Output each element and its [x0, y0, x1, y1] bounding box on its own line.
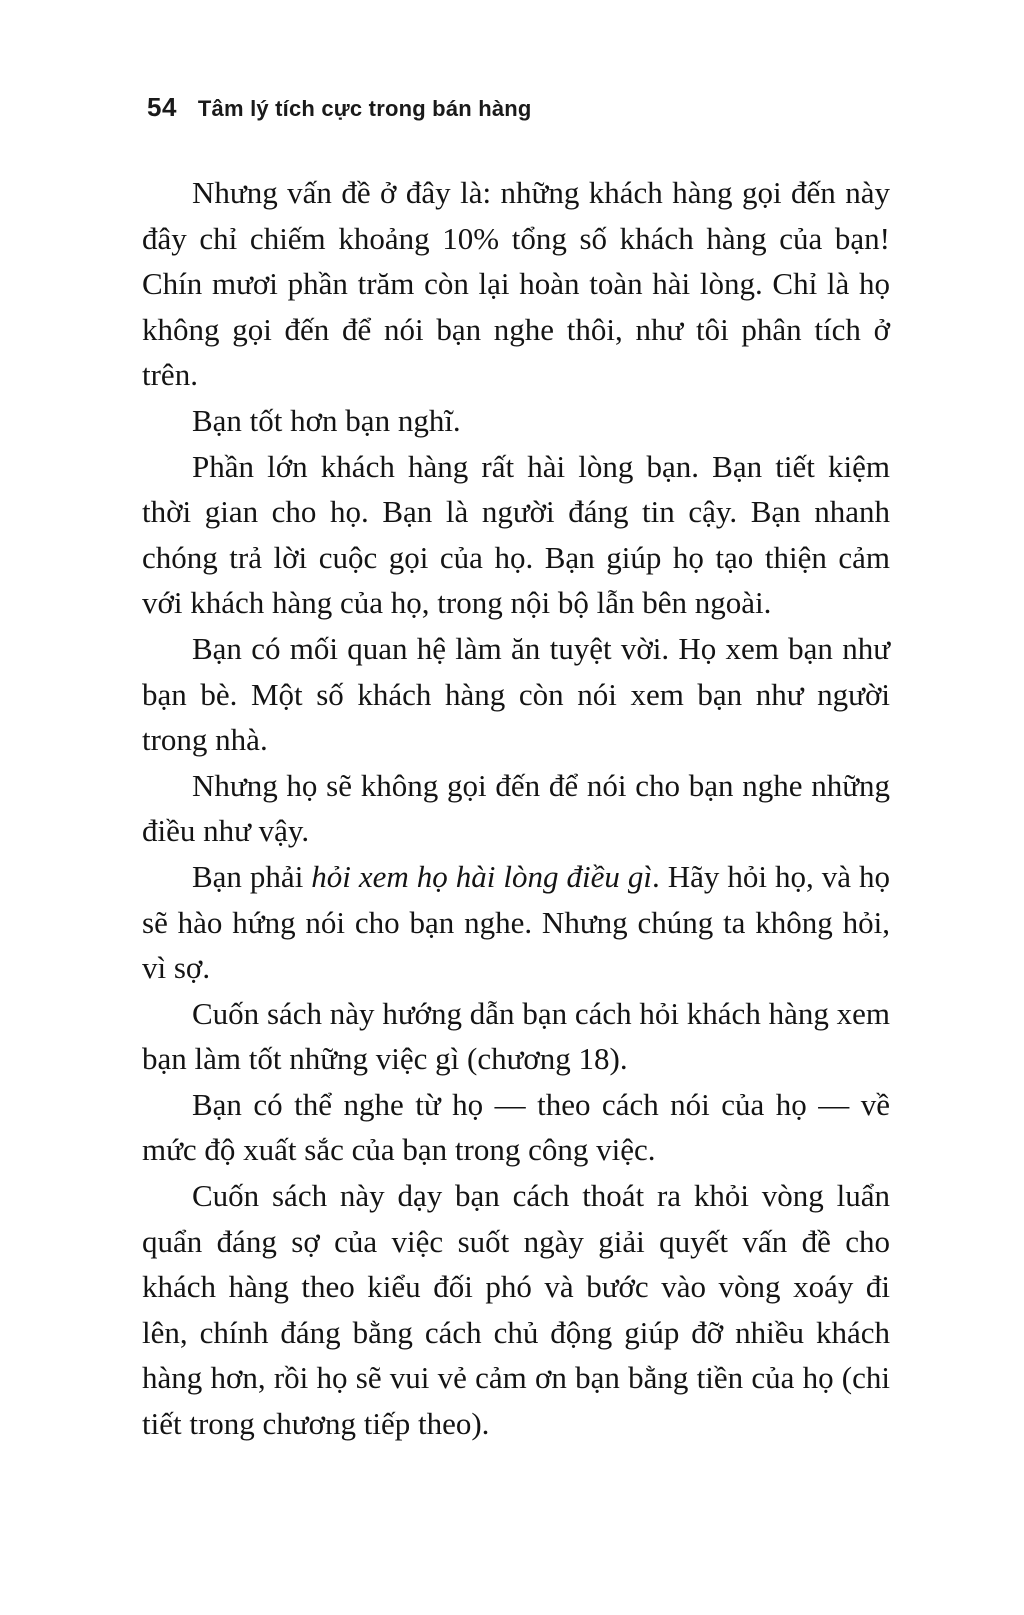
text-segment: . Hãy hỏi họ, và họ sẽ hào hứng nói cho bạn nghe. Nhưng chúng ta không hỏi, vì sợ.	[142, 858, 890, 986]
text-segment: Phần lớn khách hàng rất hài lòng bạn. Bạn tiết kiệm thời gian cho họ. Bạn là người đáng tin cậy. Bạn nhanh chóng trả lời cuộc gọi của họ. Bạn giúp họ tạo thiện cảm với khách hàng của họ, trong nội bộ lẫn bên ngoài.	[142, 448, 890, 621]
paragraph	[142, 170, 890, 398]
page-body	[142, 170, 890, 1447]
paragraph	[142, 1173, 890, 1447]
running-title: Tâm lý tích cực trong bán hàng	[197, 96, 532, 121]
text-segment: Nhưng họ sẽ không gọi đến để nói cho bạn nghe những điều như vậy.	[142, 767, 890, 849]
page-header	[147, 92, 532, 123]
text-segment: Bạn có thể nghe từ họ — theo cách nói của họ — về mức độ xuất sắc của bạn trong công việc.	[142, 1086, 890, 1168]
text-segment: Cuốn sách này dạy bạn cách thoát ra khỏi vòng luẩn quẩn đáng sợ của việc suốt ngày giải quyết vấn đề cho khách hàng theo kiểu đối phó và bước vào vòng xoáy đi lên, chính đáng bằng cách chủ động giúp đỡ nhiều khách hàng hơn, rồi họ sẽ vui vẻ cảm ơn bạn bằng tiền của họ (chi tiết trong chương tiếp theo).	[142, 1178, 890, 1442]
text-segment: Bạn phải	[192, 858, 312, 894]
page-number: 54	[147, 92, 177, 122]
paragraph	[142, 1082, 890, 1173]
text-segment: Bạn có mối quan hệ làm ăn tuyệt vời. Họ xem bạn như bạn bè. Một số khách hàng còn nói xem bạn như người trong nhà.	[142, 630, 890, 758]
italic-text-segment: hỏi xem họ hài lòng điều gì	[311, 858, 652, 894]
paragraph	[142, 626, 890, 763]
paragraph	[142, 854, 890, 991]
text-segment: Bạn tốt hơn bạn nghĩ.	[192, 402, 461, 438]
text-segment: Cuốn sách này hướng dẫn bạn cách hỏi khách hàng xem bạn làm tốt những việc gì (chương 18).	[142, 995, 890, 1077]
paragraph	[142, 991, 890, 1082]
paragraph	[142, 398, 890, 444]
paragraph	[142, 444, 890, 626]
text-segment: Nhưng vấn đề ở đây là: những khách hàng gọi đến này đây chỉ chiếm khoảng 10% tổng số khách hàng của bạn! Chín mươi phần trăm còn lại hoàn toàn hài lòng. Chỉ là họ không gọi đến để nói bạn nghe thôi, như tôi phân tích ở trên.	[142, 175, 890, 393]
paragraph	[142, 763, 890, 854]
